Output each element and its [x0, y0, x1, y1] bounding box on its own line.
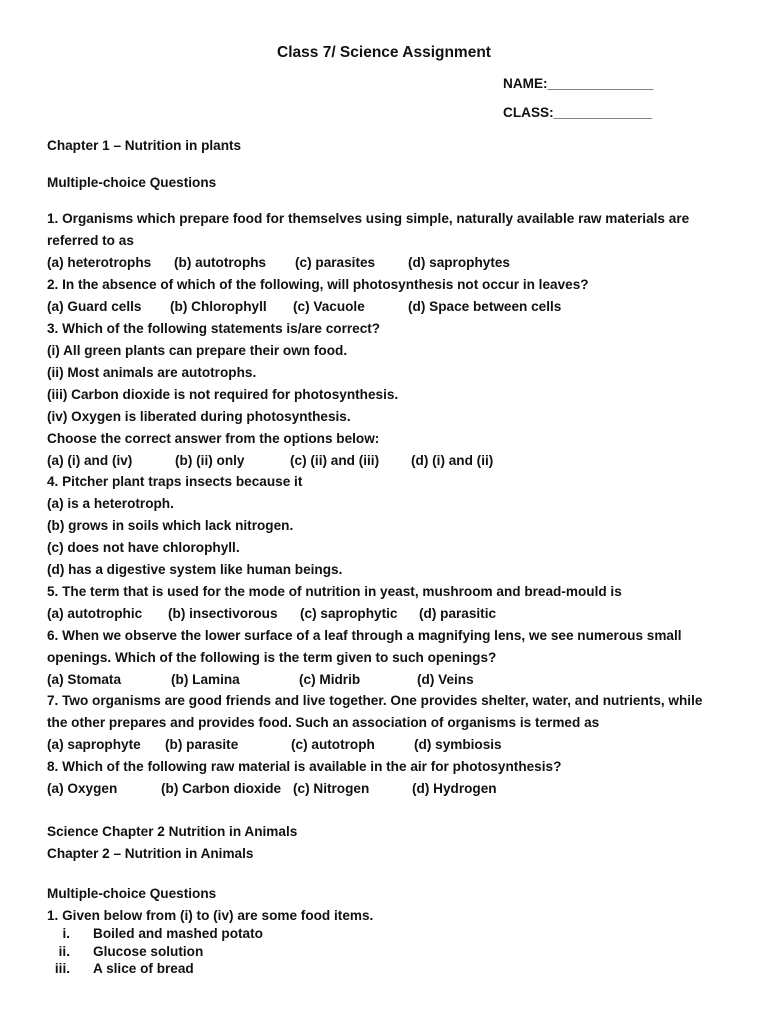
question-4-option-c: (c) does not have chlorophyll.	[47, 540, 240, 555]
chapter2-mcq-heading: Multiple-choice Questions	[47, 886, 217, 901]
chapter1-heading: Chapter 1 – Nutrition in plants	[47, 138, 242, 153]
chapter2-heading-2: Chapter 2 – Nutrition in Animals	[47, 846, 254, 861]
option-b: (b) parasite	[165, 737, 239, 752]
question-8: 8. Which of the following raw material is available in the air for photosynthesis?	[47, 759, 562, 774]
option-d: (d) parasitic	[419, 606, 497, 621]
option-c: (c) saprophytic	[300, 606, 398, 621]
question-4: 4. Pitcher plant traps insects because it	[47, 474, 303, 489]
statement-iii: (iii) Carbon dioxide is not required for photosynthesis.	[47, 387, 399, 402]
question-7-line-1: 7. Two organisms are good friends and live together. One provides shelter, water, and nutrients, while	[47, 693, 703, 708]
list-item: A slice of bread	[93, 961, 194, 976]
option-d: (d) Space between cells	[408, 299, 562, 314]
question-6-line-1: 6. When we observe the lower surface of a leaf through a magnifying lens, we see numerous small	[47, 628, 682, 643]
statement-ii: (ii) Most animals are autotrophs.	[47, 365, 257, 380]
question-3: 3. Which of the following statements is/are correct?	[47, 321, 381, 336]
question-2: 2. In the absence of which of the following, will photosynthesis not occur in leaves?	[47, 277, 589, 292]
page-title: Class 7/ Science Assignment	[277, 44, 491, 61]
question-4-option-b: (b) grows in soils which lack nitrogen.	[47, 518, 294, 533]
option-d: (d) Veins	[417, 672, 474, 687]
question-4-option-d: (d) has a digestive system like human beings.	[47, 562, 343, 577]
option-d: (d) (i) and (ii)	[411, 453, 494, 468]
option-b: (b) (ii) only	[175, 453, 245, 468]
list-item: Glucose solution	[93, 944, 204, 959]
option-a: (a) autotrophic	[47, 606, 143, 621]
option-b: (b) autotrophs	[174, 255, 267, 270]
class-field: CLASS:_____________	[503, 105, 652, 120]
option-c: (c) (ii) and (iii)	[290, 453, 380, 468]
option-d: (d) Hydrogen	[412, 781, 497, 796]
question-7-line-2: the other prepares and provides food. Such an association of organisms is termed as	[47, 715, 600, 730]
question-6-line-2: openings. Which of the following is the term given to such openings?	[47, 650, 497, 665]
option-a: (a) Stomata	[47, 672, 122, 687]
option-a: (a) heterotrophs	[47, 255, 152, 270]
option-c: (c) Nitrogen	[293, 781, 370, 796]
option-c: (c) Vacuole	[293, 299, 365, 314]
question-4-option-a: (a) is a heterotroph.	[47, 496, 174, 511]
option-a: (a) saprophyte	[47, 737, 141, 752]
option-c: (c) autotroph	[291, 737, 375, 752]
name-field: NAME:______________	[503, 76, 654, 91]
list-number: ii.	[58, 944, 70, 959]
question-1-line-2: referred to as	[47, 233, 134, 248]
list-item: Boiled and mashed potato	[93, 926, 263, 941]
option-a: (a) (i) and (iv)	[47, 453, 133, 468]
list-number: iii.	[54, 961, 70, 976]
statement-i: (i) All green plants can prepare their own food.	[47, 343, 348, 358]
option-b: (b) Carbon dioxide	[161, 781, 282, 796]
question-1-line-1: 1. Organisms which prepare food for themselves using simple, naturally available raw materials are	[47, 211, 690, 226]
chapter1-mcq-heading: Multiple-choice Questions	[47, 175, 217, 190]
option-d: (d) saprophytes	[408, 255, 510, 270]
option-a: (a) Guard cells	[47, 299, 142, 314]
option-b: (b) Chlorophyll	[170, 299, 267, 314]
statement-iv: (iv) Oxygen is liberated during photosynthesis.	[47, 409, 351, 424]
option-c: (c) Midrib	[299, 672, 361, 687]
question-3-instruction: Choose the correct answer from the options below:	[47, 431, 380, 446]
option-b: (b) insectivorous	[168, 606, 278, 621]
chapter2-question-1: 1. Given below from (i) to (iv) are some food items.	[47, 908, 374, 923]
question-5: 5. The term that is used for the mode of nutrition in yeast, mushroom and bread-mould is	[47, 584, 622, 599]
list-number: i.	[62, 926, 70, 941]
option-d: (d) symbiosis	[414, 737, 502, 752]
option-a: (a) Oxygen	[47, 781, 118, 796]
option-c: (c) parasites	[295, 255, 376, 270]
chapter2-heading-1: Science Chapter 2 Nutrition in Animals	[47, 824, 298, 839]
option-b: (b) Lamina	[171, 672, 240, 687]
